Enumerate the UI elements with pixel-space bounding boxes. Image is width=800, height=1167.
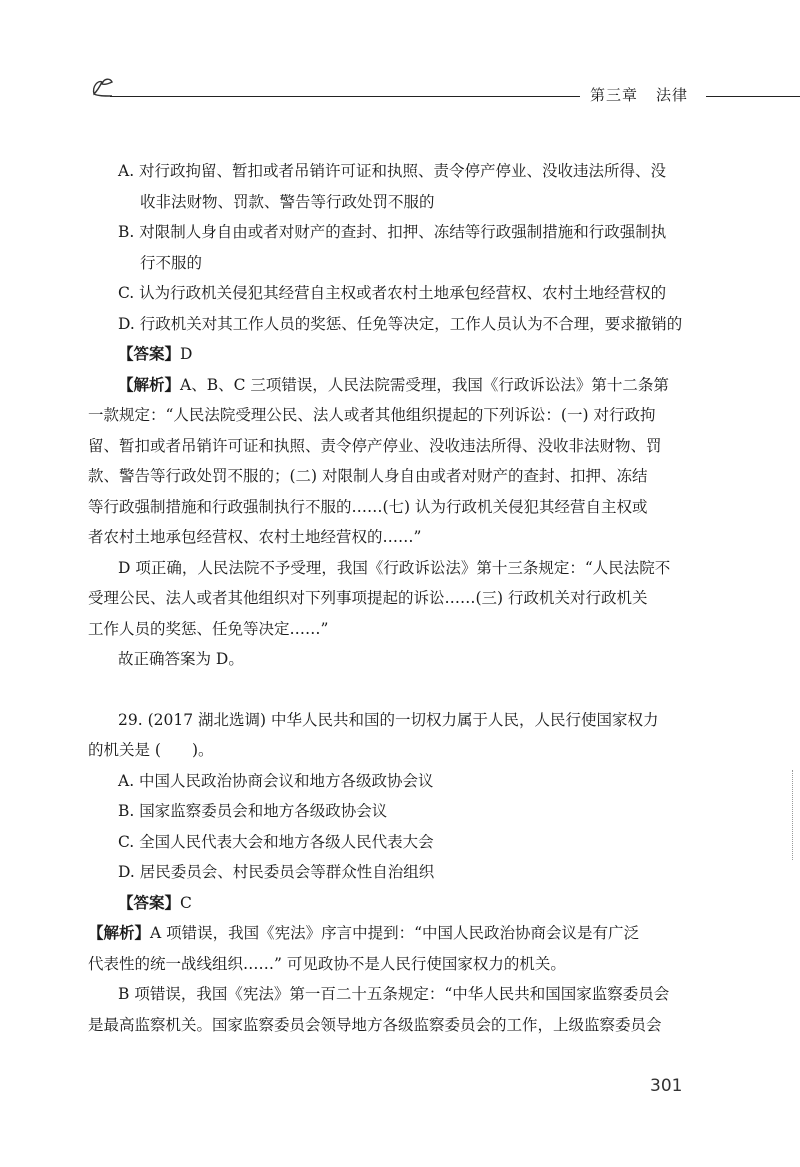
chapter-heading <box>590 84 688 105</box>
q29-option-b: B. 国家监察委员会和地方各级政协会议 <box>118 802 388 820</box>
q28-answer <box>118 339 700 370</box>
page-body <box>88 156 700 1040</box>
q29-b-analysis-line2: 是最高监察机关。国家监察委员会领导地方各级监察委员会的工作，上级监察委员会 <box>88 1015 662 1034</box>
q28-analysis-line4: 款、警告等行政处罚不服的；(二) 对限制人身自由或者对财产的查封、扣押、冻结 <box>88 467 648 485</box>
analysis-text: A、B、C 三项错误，人民法院需受理，我国《行政诉讼法》第十二条第 <box>180 375 669 394</box>
q29-analysis-line1 <box>88 918 700 949</box>
q29-option-a: A. 中国人民政治协商会议和地方各级政协会议 <box>118 771 434 790</box>
q28-analysis-line5: 等行政强制措施和行政强制执行不服的……(七) 认为行政机关侵犯其经营自主权或 <box>88 497 648 516</box>
q28-option-b-line2: 行不服的 <box>140 253 203 272</box>
leaf-ornament-icon <box>88 72 120 104</box>
answer-value: C <box>180 893 192 912</box>
q28-analysis-line3: 留、暂扣或者吊销许可证和执照、责令停产停业、没收违法所得、没收非法财物、罚 <box>88 436 662 455</box>
answer-tag: 【答案】 <box>118 892 181 912</box>
q28-analysis-line1 <box>118 370 700 401</box>
running-header <box>88 72 800 108</box>
q28-d-analysis-line3: 工作人员的奖惩、任免等决定……” <box>88 619 329 638</box>
q29-analysis-line2: 代表性的统一战线组织……” 可见政协不是人民行使国家权力的机关。 <box>88 954 566 973</box>
q29-answer <box>118 888 700 919</box>
answer-tag: 【答案】 <box>118 344 181 363</box>
q28-conclusion: 故正确答案为 D。 <box>118 650 244 668</box>
analysis-tag: 【解析】 <box>88 923 151 942</box>
q28-option-a-line1: A. 对行政拘留、暂扣或者吊销许可证和执照、责令停产停业、没收违法所得、没 <box>118 162 667 180</box>
analysis-text: A 项错误，我国《宪法》序言中提到：“中国人民政治协商会议是有广泛 <box>150 924 640 942</box>
q28-d-analysis-line2: 受理公民、法人或者其他组织对下列事项提起的诉讼……(三) 行政机关对行政机关 <box>88 589 648 607</box>
q29-question-line2: 的机关是 ( )。 <box>88 741 214 759</box>
header-rule-right <box>706 96 800 97</box>
q28-option-b-line1: B. 对限制人身自由或者对财产的查封、扣押、冻结等行政强制措施和行政强制执 <box>118 223 667 241</box>
page-number: 301 <box>650 1076 683 1096</box>
q29-question-line1: 29. (2017 湖北选调) 中华人民共和国的一切权力属于人民，人民行使国家权力 <box>118 710 659 729</box>
chapter-title: 法律 <box>656 86 689 104</box>
q28-analysis-line6: 者农村土地承包经营权、农村土地经营权的……” <box>88 528 422 546</box>
chapter-number: 第三章 <box>590 86 639 104</box>
q29-b-analysis-line1: B 项错误，我国《宪法》第一百二十五条规定：“中华人民共和国国家监察委员会 <box>118 985 670 1003</box>
q29-option-c: C. 全国人民代表大会和地方各级人民代表大会 <box>118 832 434 851</box>
q28-analysis-line2: 一款规定：“人民法院受理公民、法人或者其他组织提起的下列诉讼：(一) 对行政拘 <box>88 406 656 424</box>
header-rule-left <box>110 96 580 97</box>
spacer <box>118 675 700 705</box>
q28-option-c: C. 认为行政机关侵犯其经营自主权或者农村土地承包经营权、农村土地经营权的 <box>118 284 667 302</box>
q28-d-analysis-line1: D 项正确，人民法院不予受理，我国《行政诉讼法》第十三条规定：“人民法院不 <box>118 558 671 577</box>
q28-option-a-line2: 收非法财物、罚款、警告等行政处罚不服的 <box>140 192 435 211</box>
analysis-tag: 【解析】 <box>118 374 181 394</box>
q29-option-d: D. 居民委员会、村民委员会等群众性自治组织 <box>118 863 435 881</box>
scan-edge-mark <box>792 770 794 860</box>
q28-option-d: D. 行政机关对其工作人员的奖惩、任免等决定，工作人员认为不合理，要求撤销的 <box>118 314 683 333</box>
answer-value: D <box>180 345 193 363</box>
